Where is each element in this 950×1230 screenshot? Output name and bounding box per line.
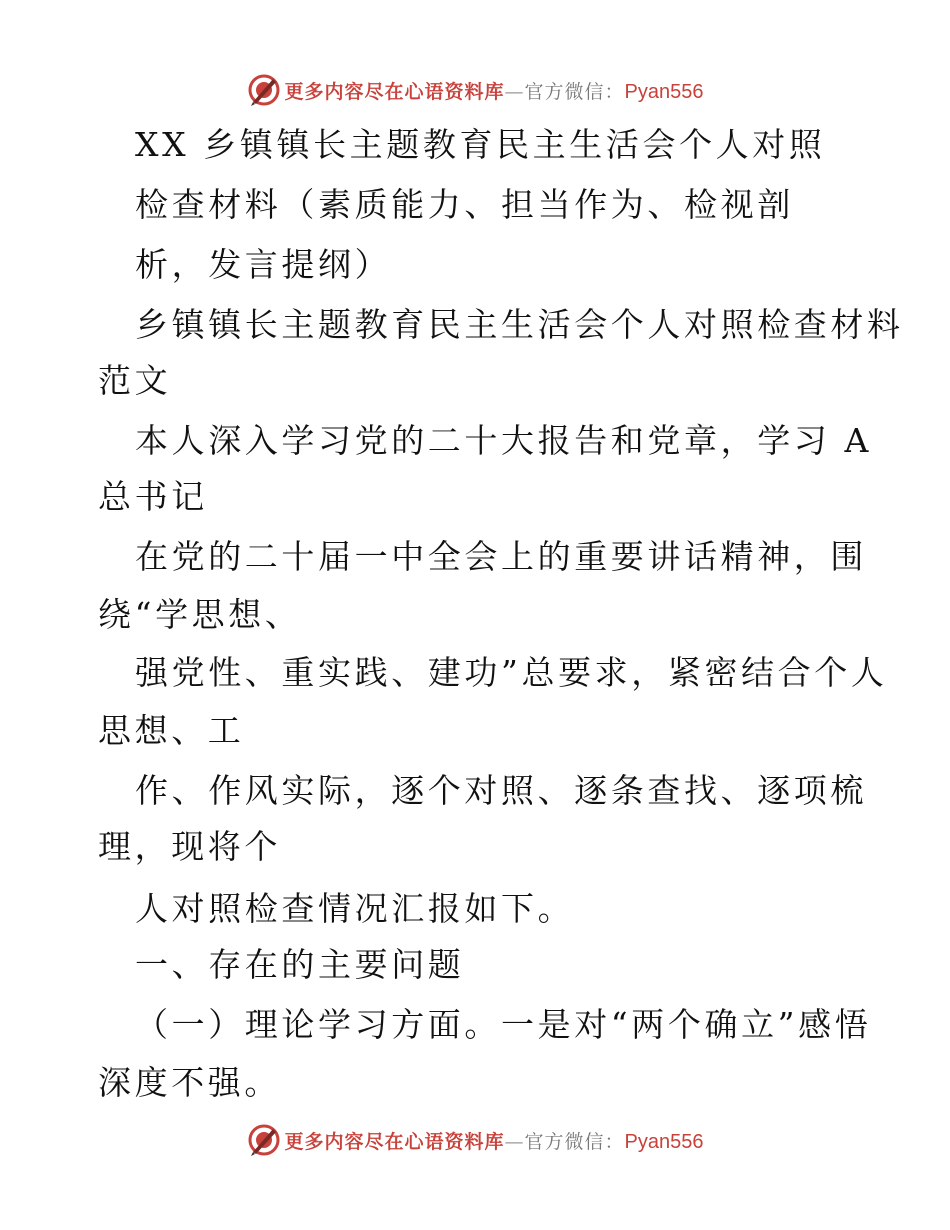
- paragraph-line: 深度不强。: [98, 1063, 281, 1102]
- doc-subtitle-line-1: 乡镇镇长主题教育民主生活会个人对照检查材料: [135, 305, 904, 344]
- watermark-separator: —: [504, 80, 525, 103]
- doc-title-line-3: 析，发言提纲）: [135, 245, 392, 284]
- paragraph-line: 人对照检查情况汇报如下。: [135, 889, 575, 928]
- paragraph-line: 作、作风实际，逐个对照、逐条查找、逐项梳: [135, 771, 867, 810]
- watermark-wechat-id: Pyan556: [624, 80, 704, 103]
- section-heading: 一、存在的主要问题: [135, 945, 465, 984]
- paragraph-line: 总书记: [98, 477, 208, 516]
- watermark-banner-bottom: [0, 1120, 950, 1160]
- paragraph-line: 在党的二十届一中全会上的重要讲话精神，围: [135, 537, 867, 576]
- subsection-heading: （一）理论学习方面。一是对“两个确立”感悟: [135, 1005, 872, 1044]
- watermark-wechat-label: 官方微信：: [524, 1130, 625, 1153]
- paragraph-line: 本人深入学习党的二十大报告和党章，学习 A: [135, 421, 872, 460]
- pen-seal-icon: [247, 1123, 281, 1157]
- paragraph-line: 思想、工: [98, 711, 245, 750]
- paragraph-line: 理，现将个: [98, 827, 281, 866]
- watermark-brand: 更多内容尽在心语资料库: [284, 80, 505, 103]
- watermark-brand: 更多内容尽在心语资料库: [284, 1130, 505, 1153]
- watermark-banner-top: [0, 70, 950, 110]
- watermark-wechat-label: 官方微信：: [524, 80, 625, 103]
- watermark-text: [285, 77, 704, 104]
- watermark-wechat-id: Pyan556: [624, 1130, 704, 1153]
- doc-title-line-1: XX 乡镇镇长主题教育民主生活会个人对照: [135, 125, 826, 164]
- doc-title-line-2: 检查材料（素质能力、担当作为、检视剖: [135, 185, 794, 224]
- watermark-separator: —: [504, 1130, 525, 1153]
- watermark-text: [285, 1127, 704, 1154]
- doc-subtitle-line-2: 范文: [98, 361, 172, 400]
- pen-seal-icon: [247, 73, 281, 107]
- paragraph-line: 绕“学思想、: [98, 595, 302, 634]
- paragraph-line: 强党性、重实践、建功”总要求，紧密结合个人: [135, 653, 888, 692]
